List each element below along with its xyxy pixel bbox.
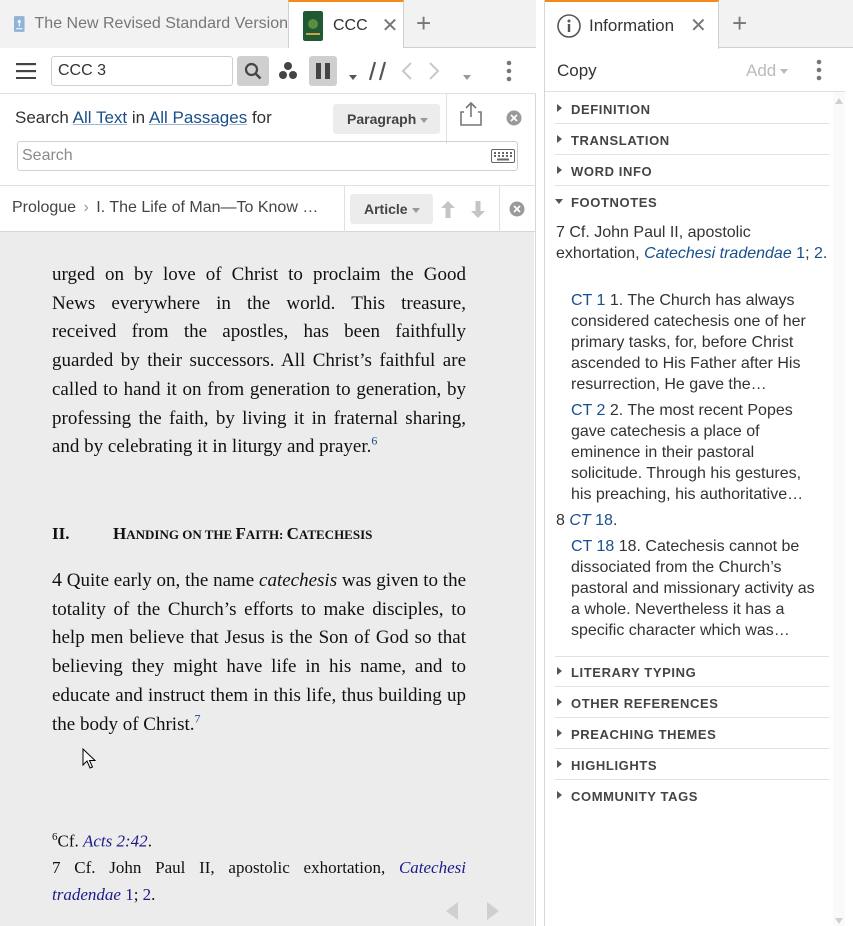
close-tab-icon[interactable]: ✕ (690, 15, 707, 37)
heading-part: H (113, 524, 127, 543)
section-heading (52, 524, 372, 544)
footnote-reference-link[interactable]: Acts 2:42 (83, 831, 148, 851)
keyboard-icon[interactable] (491, 149, 515, 163)
section-definition[interactable] (555, 93, 829, 124)
section-highlights[interactable] (555, 749, 829, 780)
footnote-text: . (147, 831, 152, 851)
unit-label: Article (364, 201, 408, 217)
tab-ccc[interactable] (288, 0, 404, 49)
back-arrow-icon[interactable] (401, 62, 413, 80)
menu-hamburger-icon[interactable] (16, 63, 36, 79)
mouse-cursor-icon (82, 748, 96, 770)
unit-dropdown[interactable] (350, 194, 433, 224)
footnote-reference-link[interactable]: 1 (125, 884, 134, 904)
search-in-text: in (131, 108, 146, 127)
reader-toolbar (0, 48, 536, 94)
pause-columns-icon (316, 63, 330, 79)
preview-reference-link[interactable]: CT 18 (571, 538, 615, 555)
footnote-marker-6[interactable]: 6 (371, 433, 378, 448)
expand-triangle-icon (557, 667, 562, 675)
search-button[interactable] (237, 56, 269, 86)
copy-button[interactable]: Copy (557, 61, 597, 80)
footnotes-list (52, 824, 466, 908)
forward-arrow-icon[interactable] (428, 62, 440, 80)
divider (344, 186, 345, 232)
tab-nrsv[interactable] (0, 0, 288, 48)
search-input[interactable] (17, 141, 518, 171)
expand-triangle-icon (557, 791, 562, 799)
paragraph-number: 4 (52, 569, 62, 591)
previous-article-icon[interactable] (441, 201, 455, 218)
scrollbar[interactable] (833, 92, 845, 926)
search-scope-link[interactable]: All Text (72, 108, 128, 127)
paragraph-3-continued (52, 261, 466, 462)
section-label: HIGHLIGHTS (571, 758, 658, 773)
breadcrumb-current[interactable]: I. The Life of Man—To Know … (96, 199, 319, 216)
more-options-icon[interactable] (506, 60, 512, 82)
search-mode-dropdown[interactable] (333, 104, 440, 134)
footnote-number: 7 (556, 224, 565, 241)
visual-filters-icon[interactable] (278, 61, 298, 81)
preview-ct-2[interactable] (571, 400, 821, 505)
info-footnote-7 (556, 222, 828, 264)
search-mode-label: Paragraph (347, 111, 417, 127)
preview-ct-1[interactable] (571, 290, 821, 395)
divider (499, 186, 500, 232)
footnote-number: 8 (556, 512, 565, 529)
footnote-reference-link[interactable]: Catechesi tradendae (52, 858, 466, 904)
preview-text: 1. The Church has always considered catechesis one of her primary tasks, for, before Christ ascended to His Father after His resurrection, He gave the… (571, 292, 806, 393)
breadcrumb-separator: › (83, 199, 89, 216)
section-label: OTHER REFERENCES (571, 696, 719, 711)
search-prefix: Search (15, 108, 69, 127)
article-nav-bar (0, 186, 536, 232)
footnote-text: ; (133, 884, 143, 904)
paragraph-4-text: Quite early on, the name (66, 570, 260, 591)
section-label: DEFINITION (571, 102, 651, 117)
tab-ccc-label: CCC (333, 16, 368, 34)
paragraph-4 (52, 566, 466, 739)
section-label: LITERARY TYPING (571, 665, 697, 680)
heading-part: ANDING ON THE (126, 527, 236, 542)
nrsv-book-icon (14, 9, 25, 39)
add-dropdown[interactable] (746, 61, 788, 81)
preview-reference-link[interactable]: CT 2 (571, 402, 606, 419)
footnote-reference-link[interactable]: 2 (142, 884, 152, 904)
reader-content[interactable] (0, 232, 534, 926)
expand-triangle-icon (557, 698, 562, 706)
search-passages-link[interactable]: All Passages (148, 108, 248, 127)
new-tab-plus-icon[interactable]: + (416, 8, 432, 38)
footnote-number: 7 (52, 858, 61, 878)
preview-text: 18. Catechesis cannot be dissociated from the Church’s pastoral and missionary activity as a whole. Nevertheless it has a specific character which was… (571, 538, 815, 639)
search-scope-line (15, 108, 272, 128)
new-tab-plus-icon[interactable]: + (732, 8, 748, 38)
footnote-reference-link[interactable]: 2 (813, 245, 823, 262)
tab-information-label: Information (589, 15, 675, 35)
footnote-text: Cf. John Paul II, apostolic exhortation, (60, 858, 399, 878)
section-footnotes[interactable] (555, 186, 829, 217)
tab-information[interactable] (545, 0, 719, 49)
section-other-references[interactable] (555, 687, 829, 718)
split-view-icon[interactable] (369, 61, 387, 81)
collapse-triangle-icon (555, 199, 563, 204)
scroll-up-arrow-icon[interactable] (835, 98, 843, 104)
page-back-icon[interactable] (446, 902, 458, 920)
preview-ct-18[interactable] (571, 536, 821, 641)
info-icon (557, 14, 581, 38)
section-community-tags[interactable] (555, 780, 829, 811)
paragraph-3-text: urged on by love of Christ to proclaim the Good News everywhere in the world. This treasure, received from the apostles, has been faithfully guarded by their successors. All Christ’s faithful are called to hand it on from generation to generation, by professing the faith, by living it in fraternal sharing, and by celebrating it in liturgy and prayer. (52, 264, 466, 458)
paragraph-4-text: was given to the totality of the Church’s efforts to make disciples, to help men believe that Jesus is the Son of God so that believing they might have life in his name, and to educate and instruct them in this life, thus building up the body of Christ. (52, 570, 467, 735)
section-label: WORD INFO (571, 164, 653, 179)
heading-number: II. (52, 524, 70, 543)
heading-part: AITH: (245, 527, 287, 542)
expand-triangle-icon (557, 729, 562, 737)
information-toolbar (545, 48, 845, 92)
section-label: PREACHING THEMES (571, 727, 717, 742)
breadcrumb (12, 199, 318, 217)
section-preaching-themes[interactable] (555, 718, 829, 749)
footnote-reference-link[interactable]: CT (569, 512, 591, 529)
footnote-reference-link[interactable]: 1 (796, 245, 806, 262)
section-word-info[interactable] (555, 155, 829, 186)
footnote-marker-7[interactable]: 7 (194, 711, 201, 726)
tab-nrsv-label: The New Revised Standard Version (34, 15, 288, 32)
scroll-down-arrow-icon[interactable] (835, 918, 843, 924)
section-translation[interactable] (555, 124, 829, 155)
footnote-text: . (151, 884, 156, 904)
breadcrumb-root[interactable]: Prologue (12, 199, 77, 216)
section-label: FOOTNOTES (571, 195, 658, 210)
expand-triangle-icon (557, 104, 562, 112)
search-icon (244, 62, 262, 80)
footnote-text: ; (805, 245, 810, 262)
paragraph-4-term: catechesis (259, 570, 338, 591)
footnote-text: . (822, 245, 828, 262)
footnote-text: . (612, 512, 618, 529)
search-for-text: for (251, 108, 272, 127)
footnote-6 (52, 824, 466, 855)
parallel-dropdown-caret[interactable] (345, 69, 357, 87)
parallel-resources-button[interactable] (309, 56, 337, 86)
divider (446, 94, 447, 144)
expand-triangle-icon (557, 760, 562, 768)
search-input-placeholder: Search (22, 147, 73, 164)
section-label: COMMUNITY TAGS (571, 789, 699, 804)
close-tab-icon[interactable]: ✕ (381, 15, 399, 37)
heading-part: C (286, 524, 299, 543)
heading-part: ATECHESIS (298, 527, 373, 542)
footnote-reference-link[interactable]: 18 (595, 512, 613, 529)
add-label: Add (746, 61, 777, 80)
preview-reference-link[interactable]: CT 1 (571, 292, 606, 309)
preview-text: 2. The most recent Popes gave catechesis a place of eminence in their pastoral solicitude. Through his gestures, his preaching, his authoritative… (571, 402, 804, 503)
inline-search-panel (0, 94, 536, 186)
footnote-7 (52, 855, 466, 908)
footnote-number: 6 (52, 831, 58, 843)
section-literary-typing[interactable] (555, 656, 829, 687)
section-label: TRANSLATION (571, 133, 670, 148)
footnote-text: Cf. John Paul II, apostolic exhortation, (556, 224, 751, 262)
expand-triangle-icon (557, 135, 562, 143)
ccc-book-icon (303, 11, 323, 41)
next-article-icon[interactable] (471, 201, 485, 218)
information-panel (544, 0, 853, 926)
heading-part: F (235, 524, 246, 543)
close-search-icon[interactable] (506, 110, 522, 126)
footnote-text: Cf. (57, 831, 83, 851)
right-tab-bar (545, 0, 853, 48)
info-footnote-8 (556, 510, 828, 531)
close-nav-icon[interactable] (509, 201, 525, 217)
footnote-reference-link[interactable]: Catechesi tradendae (644, 245, 792, 262)
expand-triangle-icon (557, 166, 562, 174)
reference-input[interactable]: CCC 3 (51, 56, 233, 86)
history-dropdown-caret[interactable] (459, 69, 471, 87)
more-options-icon[interactable] (816, 59, 822, 81)
page-forward-icon[interactable] (487, 902, 499, 920)
left-tab-bar (0, 0, 536, 48)
share-upload-icon[interactable] (460, 102, 482, 126)
